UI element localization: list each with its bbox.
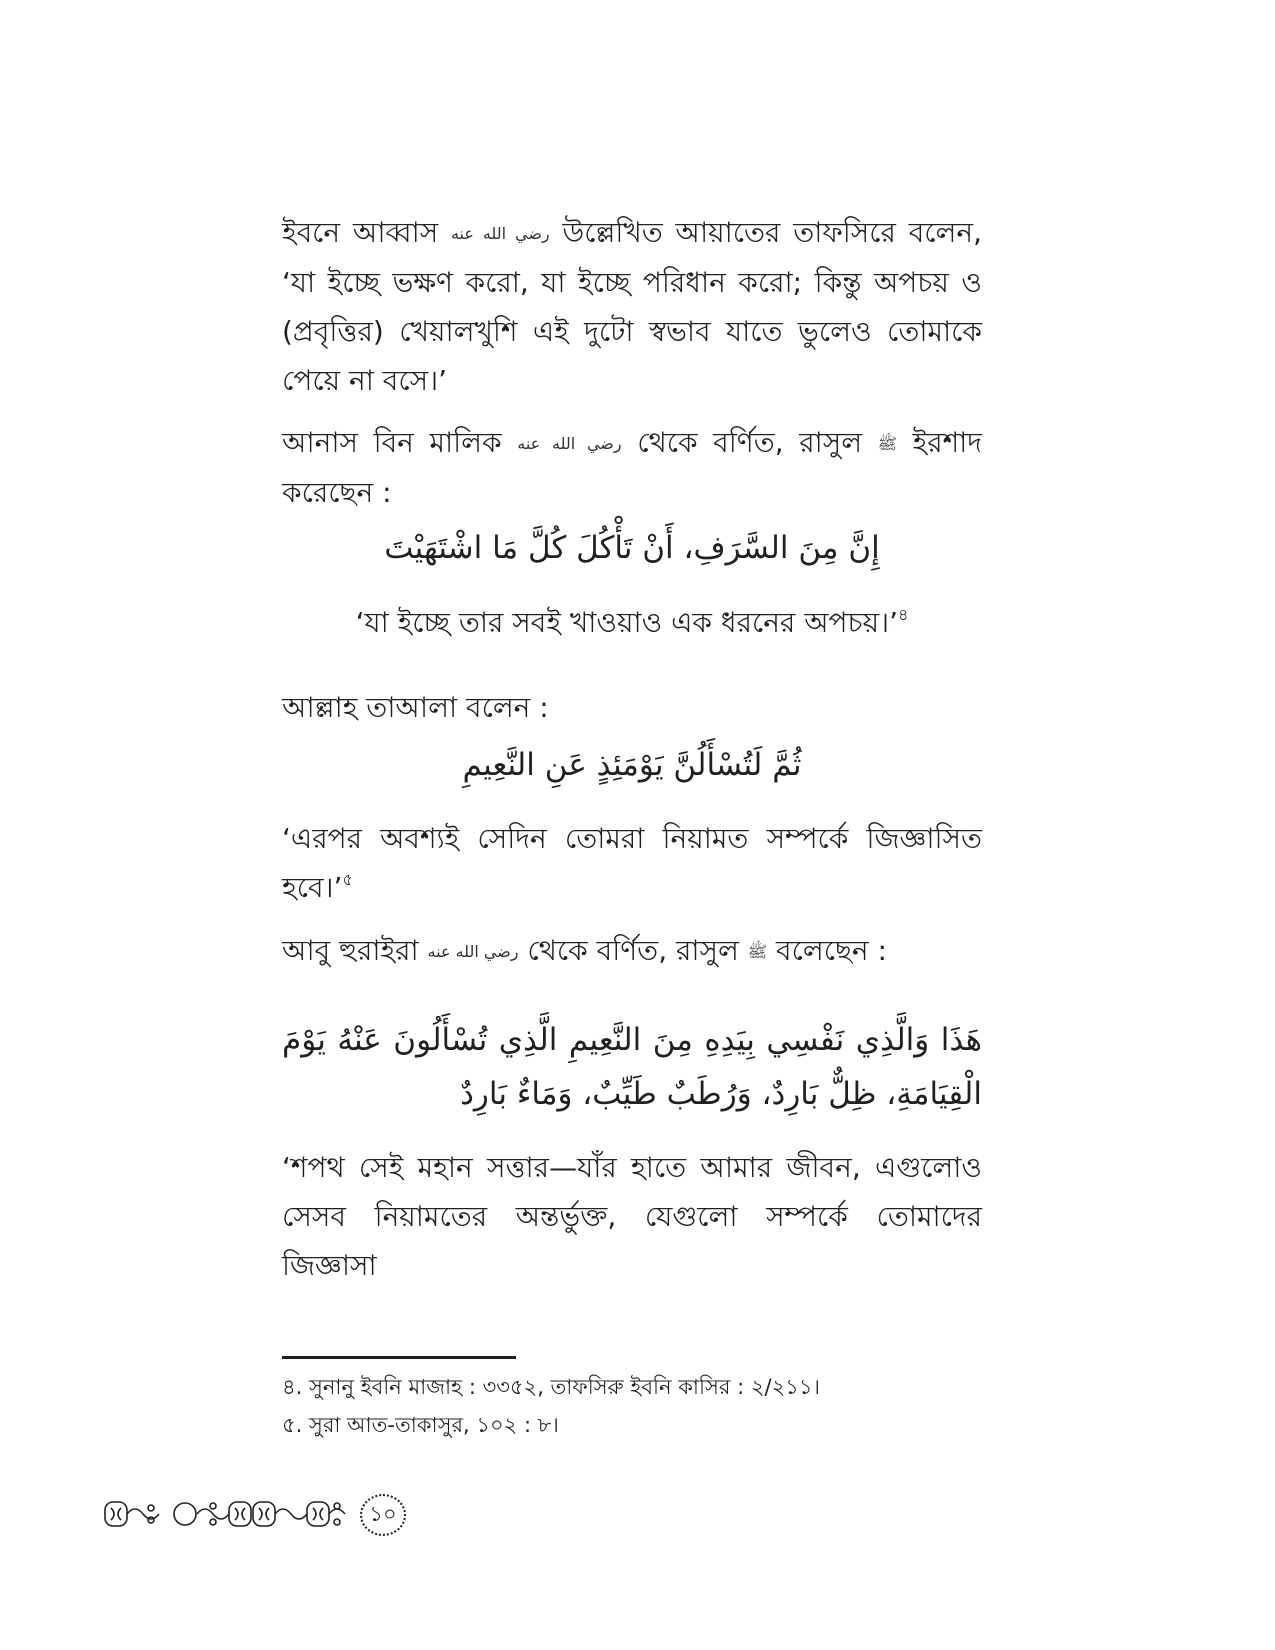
footnotes bbox=[282, 1368, 982, 1444]
translation-1 bbox=[282, 598, 982, 647]
paragraph-anas bbox=[282, 418, 982, 517]
oath-translation-text: ‘শপথ সেই মহান সত্তার—যাঁর হাতে আমার জীবন, এগুলোও সেসব নিয়ামতের অন্তর্ভুক্ত, যেগুলো সম্পর্কে তোমাদের জিজ্ঞাসা bbox=[282, 1151, 982, 1282]
allah-says-text: আল্লাহ তাআলা বলেন : bbox=[282, 691, 549, 724]
footnote-4: ৪. সুনানু ইবনি মাজাহ : ৩৩৫২, তাফসিরু ইবনি কাসির : ২/২১১। bbox=[282, 1375, 821, 1399]
page-number bbox=[360, 1494, 406, 1536]
footnote-ref-5[interactable]: ৫ bbox=[342, 870, 353, 889]
abu-hurayra-said: বলেছেন : bbox=[776, 934, 887, 967]
paragraph-allah-says bbox=[282, 683, 982, 732]
anas-said: ইরশাদ করেছেন : bbox=[282, 426, 983, 509]
abu-hurayra-narrated: থেকে বর্ণিত, রাসুল bbox=[527, 934, 739, 967]
paragraph-abu-hurayra bbox=[282, 926, 982, 976]
ibn-abbas-name: ইবনে আব্বাস bbox=[282, 216, 439, 249]
footnote-5: ৫. সুরা আত-তাকাসুর, ১০২ : ৮। bbox=[282, 1413, 559, 1437]
honorific-radiyallahu: رضي الله عنه bbox=[517, 434, 622, 453]
ibn-abbas-text: উল্লেখিত আয়াতের তাফসিরে বলেন, ‘যা ইচ্ছে ভক্ষণ করো, যা ইচ্ছে পরিধান করো; কিন্তু অপচয় ও (প্রবৃত্তির) খেয়ালখুশি এই দুটো স্বভাব যাতে ভুলেও তোমাকে পেয়ে না বসে।’ bbox=[282, 216, 983, 397]
paragraph-oath-translation bbox=[282, 1143, 982, 1290]
translation-1-text: ‘যা ইচ্ছে তার সবই খাওয়াও এক ধরনের অপচয়।’ bbox=[355, 606, 899, 639]
footnote-ref-4[interactable]: ৪ bbox=[898, 605, 909, 624]
arabic-ayah: ثُمَّ لَتُسْأَلُنَّ يَوْمَئِذٍ عَنِ النَّعِيمِ bbox=[462, 747, 802, 783]
honorific-radiyallahu: رضي الله عنه bbox=[427, 942, 519, 961]
anas-name: আনাস বিন মালিক bbox=[282, 426, 502, 459]
page-number-text: ১০ bbox=[369, 1501, 397, 1526]
honorific-salallahu: ﷺ bbox=[747, 942, 768, 961]
paragraph-ibn-abbas bbox=[282, 208, 982, 405]
decorative-ornament-icon bbox=[103, 1494, 353, 1534]
arabic-hadith-2: هَذَا وَالَّذِي نَفْسِي بِيَدِهِ مِنَ النَّعِيمِ الَّذِي تُسْأَلُونَ عَنْهُ يَوْمَ الْقِيَامَةِ، ظِلٌّ بَارِدٌ، وَرُطَبٌ طَيِّبٌ، وَمَاءٌ بَارِدٌ bbox=[282, 1022, 982, 1112]
arabic-hadith-1: إِنَّ مِنَ السَّرَفِ، أَنْ تَأْكُلَ كُلَّ مَا اشْتَهَيْتَ bbox=[384, 530, 880, 566]
ayah-translation-text: ‘এরপর অবশ্যই সেদিন তোমরা নিয়ামত সম্পর্কে জিজ্ঞাসিত হবে।’ bbox=[282, 822, 982, 904]
honorific-salallahu: ﷺ bbox=[877, 434, 898, 453]
footnote-divider bbox=[282, 1356, 516, 1359]
paragraph-ayah-translation bbox=[282, 814, 982, 912]
honorific-radiyallahu: رضي الله عنه bbox=[450, 224, 550, 243]
anas-narrated: থেকে বর্ণিত, রাসুল bbox=[637, 426, 863, 459]
abu-hurayra-name: আবু হুরাইরা bbox=[282, 934, 419, 967]
